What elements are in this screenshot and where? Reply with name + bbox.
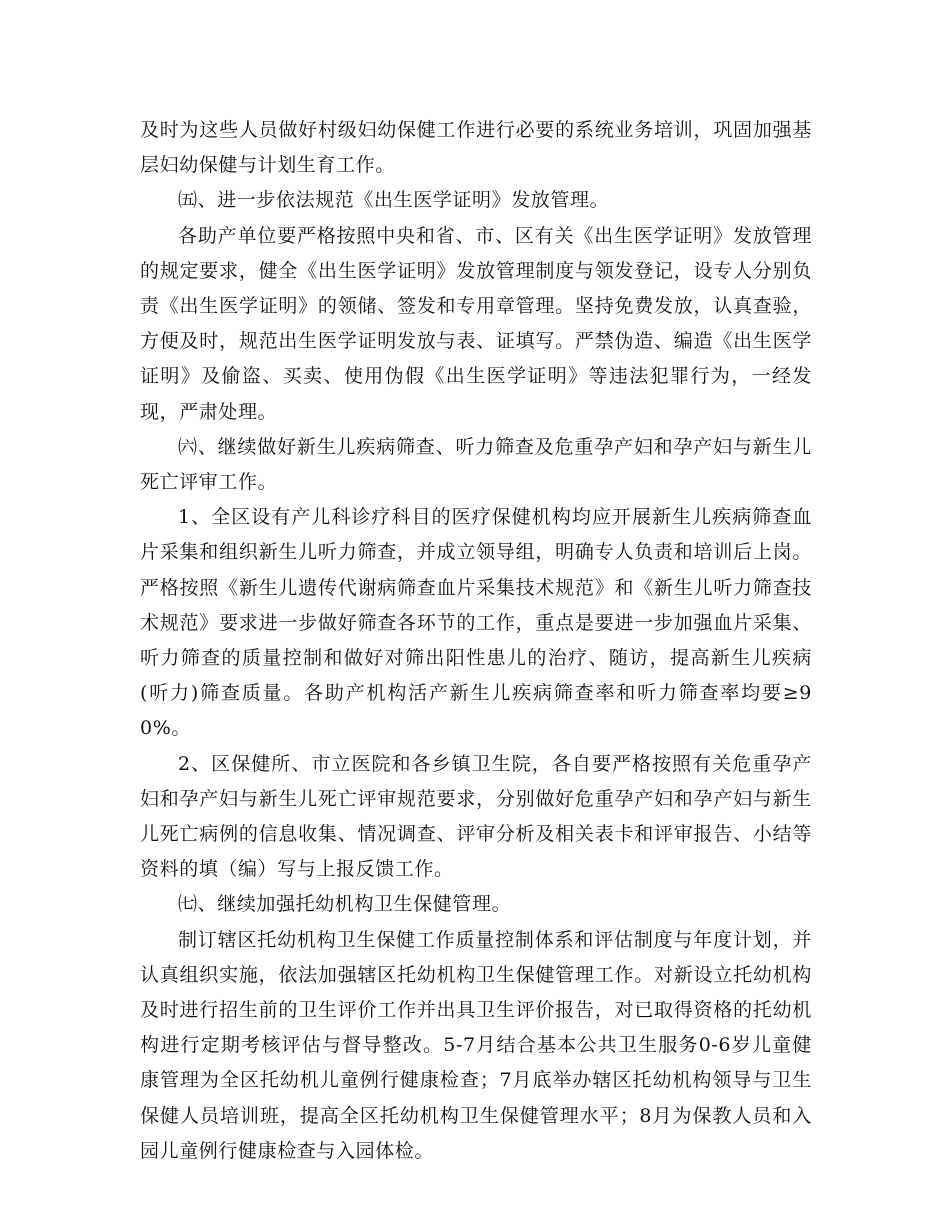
section-heading-7: ㈦、继续加强托幼机构卫生保健管理。	[178, 893, 512, 916]
document-body	[140, 113, 812, 1169]
paragraph-item-1: 1、全区设有产儿科诊疗科目的医疗保健机构均应开展新生儿疾病筛查血片采集和组织新生儿听力筛查，并成立领导组，明确专人负责和培训后上岗。严格按照《新生儿遗传代谢病筛查血片采集技术规范》和《新生儿听力筛查技术规范》要求进一步做好筛查各环节的工作，重点是要进一步加强血片采集、听力筛查的质量控制和做好对筛出阳性患儿的治疗、随访，提高新生儿疾病(听力)筛查质量。各助产机构活产新生儿疾病筛查率和听力筛查率均要≥90%。	[140, 506, 812, 740]
paragraph-continuation: 及时为这些人员做好村级妇幼保健工作进行必要的系统业务培训，巩固加强基层妇幼保健与计划生育工作。	[140, 119, 812, 177]
paragraph-childcare: 制订辖区托幼机构卫生保健工作质量控制体系和评估制度与年度计划，并认真组织实施，依法加强辖区托幼机构卫生保健管理工作。对新设立托幼机构及时进行招生前的卫生评价工作并出具卫生评价报告，对已取得资格的托幼机构进行定期考核评估与督导整改。5-7月结合基本公共卫生服务0-6岁儿童健康管理为全区托幼机儿童例行健康检查；7月底举办辖区托幼机构领导与卫生保健人员培训班，提高全区托幼机构卫生保健管理水平；8月为保教人员和入园儿童例行健康检查与入园体检。	[140, 928, 812, 1162]
section-heading-6: ㈥、继续做好新生儿疾病筛查、听力筛查及危重孕产妇和孕产妇与新生儿死亡评审工作。	[140, 435, 812, 494]
section-heading-5: ㈤、进一步依法规范《出生医学证明》发放管理。	[178, 189, 610, 212]
paragraph-item-2: 2、区保健所、市立医院和各乡镇卫生院，各自要严格按照有关危重孕产妇和孕产妇与新生儿死亡评审规范要求，分别做好危重孕产妇和孕产妇与新生儿死亡病例的信息收集、情况调查、评审分析及相关表卡和评审报告、小结等资料的填（编）写与上报反馈工作。	[140, 752, 812, 881]
paragraph-birth-certificate: 各助产单位要严格按照中央和省、市、区有关《出生医学证明》发放管理的规定要求，健全《出生医学证明》发放管理制度与领发登记，设专人分别负责《出生医学证明》的领储、签发和专用章管理。坚持免费发放，认真查验，方便及时，规范出生医学证明发放与表、证填写。严禁伪造、编造《出生医学证明》及偷盗、买卖、使用伪假《出生医学证明》等违法犯罪行为，一经发现，严肃处理。	[140, 224, 812, 423]
